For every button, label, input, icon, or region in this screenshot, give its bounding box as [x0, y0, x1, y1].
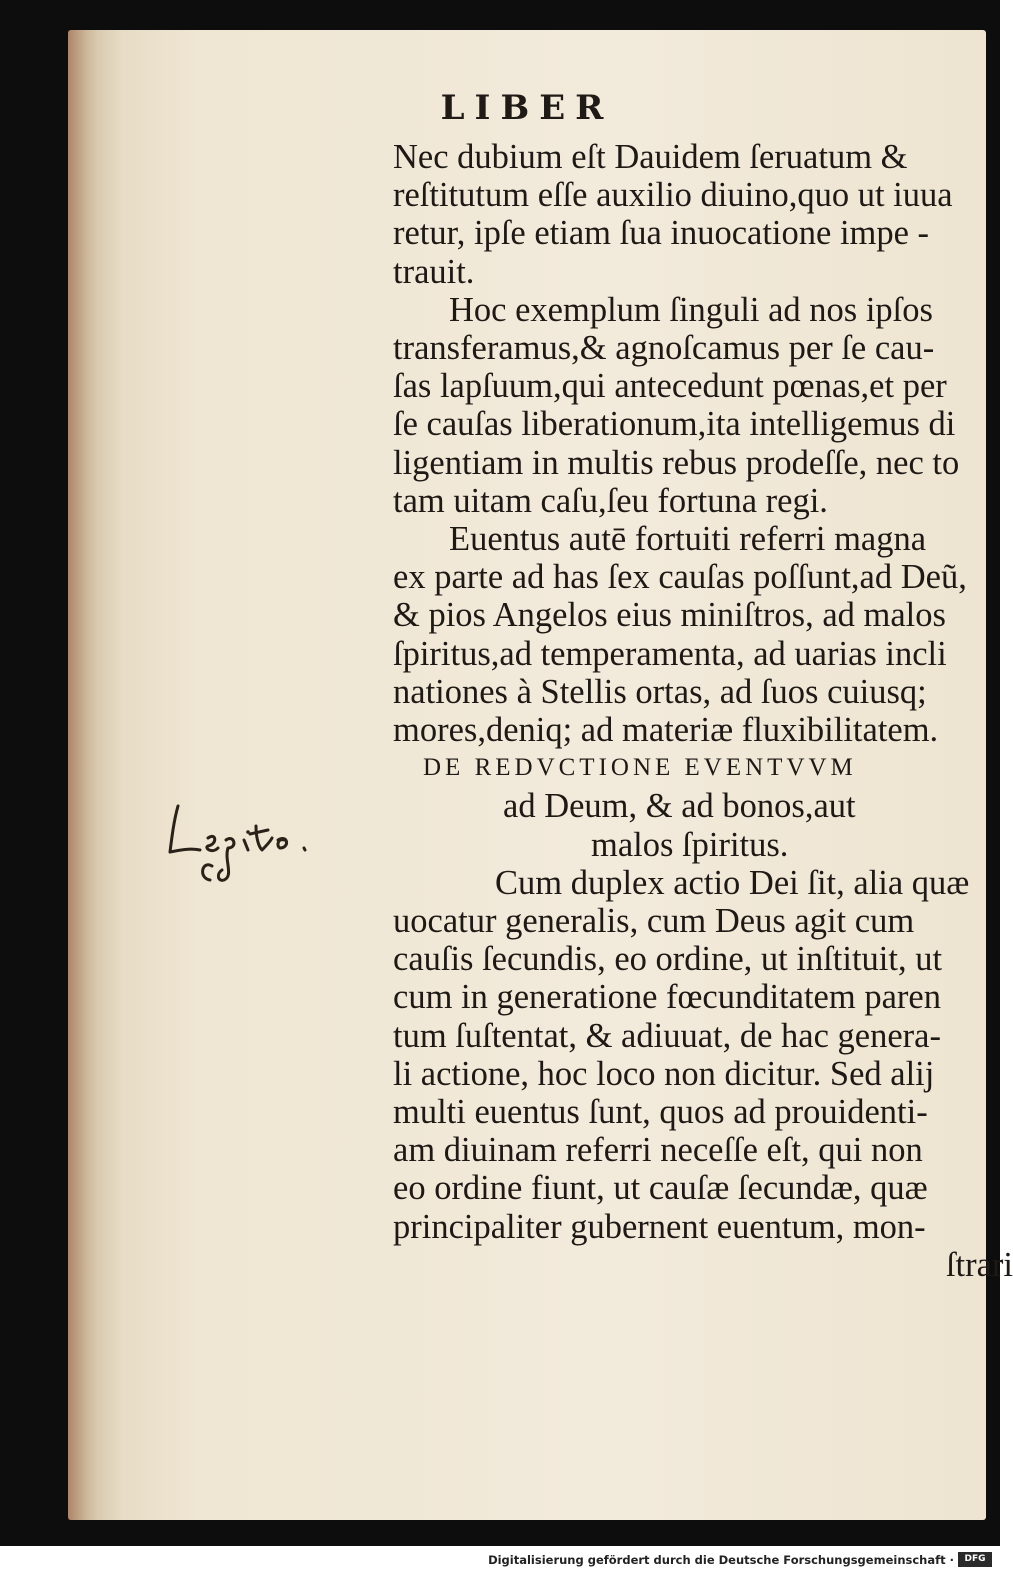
text-line: Nec dubium eſt Dauidem ſeruatum & — [393, 138, 908, 176]
text-line: cauſis ſecundis, eo ordine, ut inſtituit, ut — [393, 940, 943, 979]
text-line: Hoc exemplum ſinguli ad nos ipſos — [449, 290, 933, 329]
text-line: ligentiam in multis rebus prodeſſe, nec to — [393, 443, 960, 482]
page-body-text — [393, 138, 1013, 1284]
handwritten-marginalia — [164, 800, 324, 900]
credit-text: Digitalisierung gefördert durch die Deutsche Forschungsgemeinschaft · — [488, 1553, 954, 1567]
running-header: LIBER — [440, 88, 614, 128]
text-line: eo ordine fiunt, ut cauſæ ſecundæ, quæ — [393, 1169, 928, 1208]
catchword: ſtrari — [945, 1245, 1013, 1284]
text-line: trauit. — [393, 252, 475, 291]
text-line: tum ſuſtentat, & adiuuat, de hac genera- — [393, 1016, 941, 1055]
text-line: uocatur generalis, cum Deus agit cum — [393, 902, 915, 941]
section-heading-line: malos ſpiritus. — [591, 825, 789, 864]
book-page — [68, 30, 1013, 1520]
text-line: Cum duplex actio Dei ſit, alia quæ — [495, 863, 970, 902]
text-line: am diuinam referri neceſſe eſt, qui non — [393, 1131, 923, 1170]
handwriting-icon — [164, 800, 324, 900]
dfg-logo-icon: DFG — [958, 1552, 992, 1567]
text-line: mores,deniq; ad materiæ fluxibilitatem. — [393, 711, 939, 750]
digitization-credit — [0, 1551, 1000, 1575]
text-line: ſe cauſas liberationum,ita intelligemus di — [393, 405, 956, 444]
marginalia-text — [164, 800, 168, 801]
text-line: Euentus autē fortuiti referri magna — [449, 520, 927, 559]
text-line: multi euentus ſunt, quos ad prouidenti- — [393, 1093, 928, 1132]
text-line: principaliter gubernent euentum, mon- — [393, 1207, 926, 1246]
text-line: tam uitam caſu,ſeu fortuna regi. — [393, 481, 828, 520]
text-line: retur, ipſe etiam ſua inuocatione impe - — [393, 214, 930, 253]
page-edge-shadow — [68, 30, 98, 1520]
text-line: cum in generatione fœcunditatem paren — [393, 978, 941, 1017]
section-heading-line: ad Deum, & ad bonos,aut — [503, 787, 856, 826]
text-line: reſtitutum eſſe auxilio diuino,quo ut iuua — [393, 176, 953, 215]
text-line: transferamus,& agnoſcamus per ſe cau- — [393, 329, 935, 368]
text-line: ſas lapſuum,qui antecedunt pœnas,et per — [393, 367, 947, 406]
text-line: ex parte ad has ſex cauſas poſſunt,ad Deũ, — [393, 558, 967, 597]
section-heading-caps: DE REDVCTIONE EVENTVVM — [423, 754, 857, 782]
text-line: ſpiritus,ad temperamenta, ad uarias incli — [393, 634, 947, 673]
text-line: nationes à Stellis ortas, ad ſuos cuiusq; — [393, 672, 927, 711]
text-line: li actione, hoc loco non dicitur. Sed alij — [393, 1054, 935, 1093]
text-line: & pios Angelos eius miniſtros, ad malos — [393, 596, 946, 635]
